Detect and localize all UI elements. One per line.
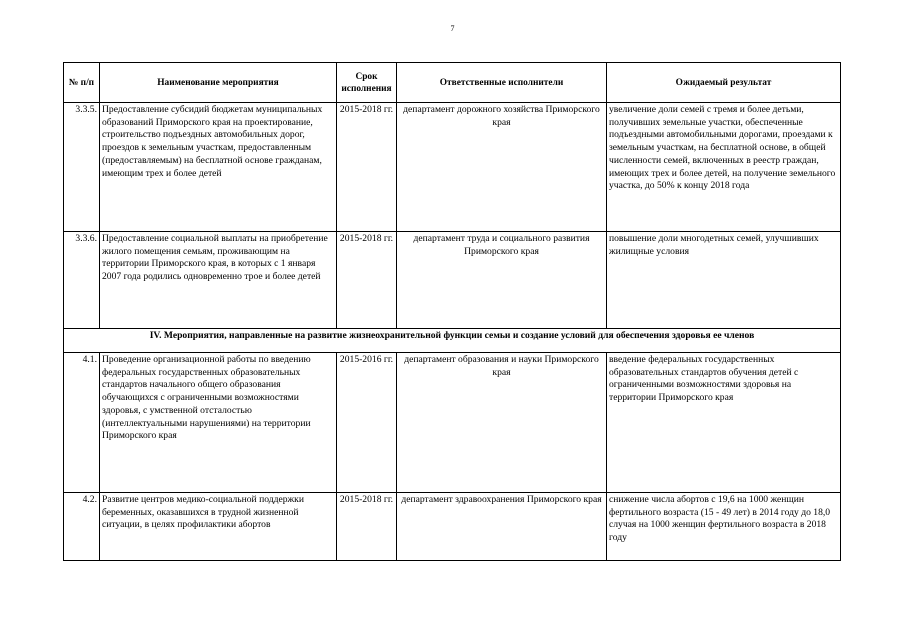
table-row <box>64 232 841 329</box>
table-row <box>64 353 841 493</box>
row-num: 3.3.6. <box>64 232 100 329</box>
row-num: 4.2. <box>64 493 100 561</box>
row-term: 2015-2016 гг. <box>337 353 397 493</box>
page-number: 7 <box>450 24 455 33</box>
measures-table <box>63 62 841 561</box>
row-responsible: департамент труда и социального развития Приморского края <box>397 232 607 329</box>
section-row <box>64 329 841 353</box>
header-num: № п/п <box>64 63 100 103</box>
header-result: Ожидаемый результат <box>607 63 841 103</box>
row-num: 3.3.5. <box>64 103 100 232</box>
row-term: 2015-2018 гг. <box>337 493 397 561</box>
header-name: Наименование мероприятия <box>100 63 337 103</box>
row-name: Предоставление социальной выплаты на приобретение жилого помещения семьям, проживающим на территории Приморского края, в которых с 1 января 2007 года родились одновременно трое и более детей <box>100 232 337 329</box>
row-num: 4.1. <box>64 353 100 493</box>
table-row <box>64 103 841 232</box>
table-row <box>64 493 841 561</box>
row-responsible: департамент здравоохранения Приморского края <box>397 493 607 561</box>
table-header-row <box>64 63 841 103</box>
row-result: увеличение доли семей с тремя и более детьми, получивших земельные участки, обеспеченные подъездными автомобильными дорогами, проездами к земельным участкам, на бесплатной основе, в общей численности семей, включенных в реестр граждан, имеющих трех и более детей, на получение земельного участка, до 50% к концу 2018 года <box>607 103 841 232</box>
row-result: введение федеральных государственных образовательных стандартов обучения детей с ограниченными возможностями здоровья на территории Приморского края <box>607 353 841 493</box>
row-result: повышение доли многодетных семей, улучшивших жилищные условия <box>607 232 841 329</box>
row-name: Проведение организационной работы по введению федеральных государственных образовательных стандартов начального общего образования обучающихся с ограниченными возможностями здоровья, с умственной отсталостью (интеллектуальными нарушениями) на территории Приморского края <box>100 353 337 493</box>
row-term: 2015-2018 гг. <box>337 103 397 232</box>
row-name: Развитие центров медико-социальной поддержки беременных, оказавшихся в трудной жизненной ситуации, в целях профилактики абортов <box>100 493 337 561</box>
row-responsible: департамент образования и науки Приморского края <box>397 353 607 493</box>
row-result: снижение числа абортов с 19,6 на 1000 женщин фертильного возраста (15 - 49 лет) в 2014 году до 18,0 случая на 1000 женщин фертильного возраста в 2018 году <box>607 493 841 561</box>
header-term: Срок исполнения <box>337 63 397 103</box>
header-responsible: Ответственные исполнители <box>397 63 607 103</box>
section-heading: IV. Мероприятия, направленные на развитие жизнеохранительной функции семьи и создание условий для обеспечения здоровья ее членов <box>64 329 841 353</box>
row-term: 2015-2018 гг. <box>337 232 397 329</box>
row-name: Предоставление субсидий бюджетам муниципальных образований Приморского края на проектирование, строительство подъездных автомобильных дорог, проездов к земельным участкам, предоставленным (предоставляемым) на бесплатной основе гражданам, имеющим трех и более детей <box>100 103 337 232</box>
row-responsible: департамент дорожного хозяйства Приморского края <box>397 103 607 232</box>
